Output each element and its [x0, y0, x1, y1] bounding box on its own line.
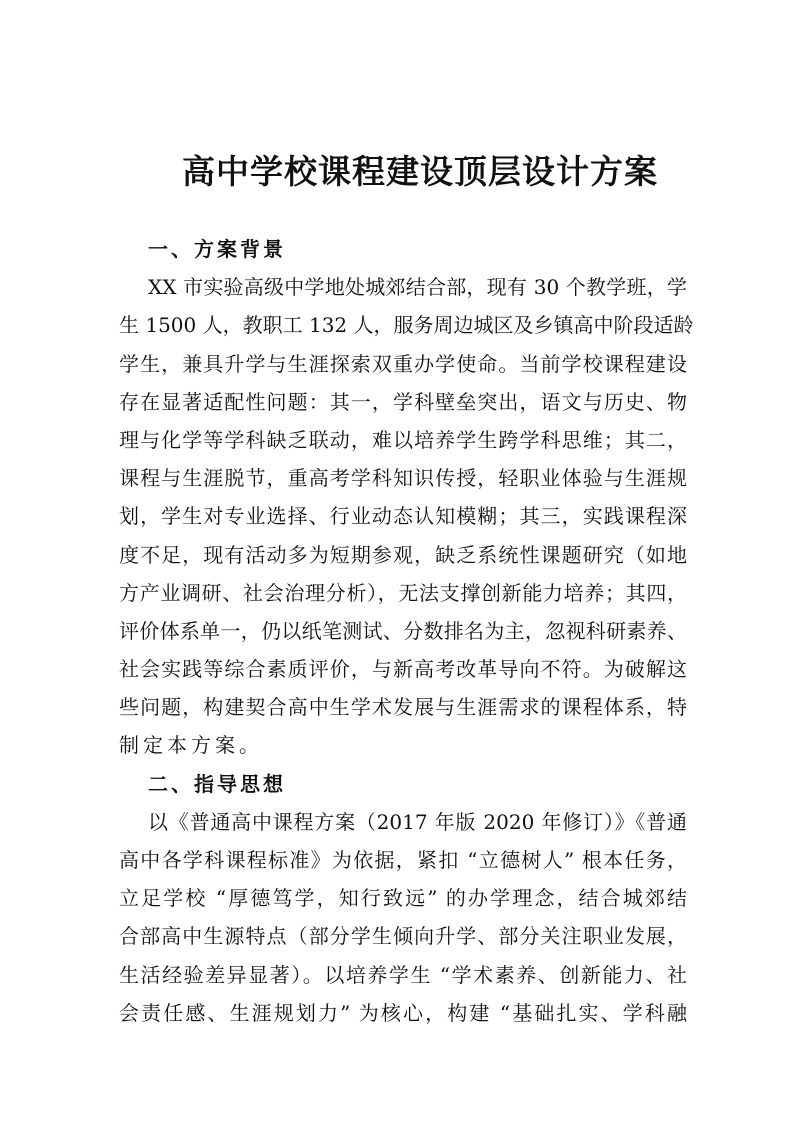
paragraph-line: XX 市实验高级中学地处城郊结合部，现有 30 个教学班，学	[148, 275, 687, 300]
paragraph-line: 方产业调研、社会治理分析），无法支撑创新能力培养；其四，	[119, 580, 687, 605]
paragraph-line: 生 1500 人，教职工 132 人，服务周边城区及乡镇高中阶段适龄	[119, 313, 694, 338]
paragraph-line: 社会实践等综合素质评价，与新高考改革导向不符。为破解这	[119, 657, 687, 682]
paragraph-line: 以《普通高中课程方案（2017 年版 2020 年修订）》《普通	[148, 809, 687, 834]
paragraph-line: 存在显著适配性问题：其一，学科壁垒突出，语文与历史、物	[119, 389, 687, 414]
paragraph-line: 立足学校 “厚德笃学，知行致远” 的办学理念，结合城郊结	[119, 886, 687, 911]
paragraph-line: 评价体系单一，仍以纸笔测试、分数排名为主，忽视科研素养、	[119, 618, 687, 643]
paragraph-line: 学生，兼具升学与生涯探索双重办学使命。当前学校课程建设	[119, 351, 687, 376]
paragraph-line: 会责任感、生涯规划力” 为核心，构建 “基础扎实、学科融	[119, 1000, 687, 1025]
paragraph-line: 划，学生对专业选择、行业动态认知模糊；其三，实践课程深	[119, 504, 687, 529]
section-heading: 一、方案背景	[148, 237, 286, 261]
document-body	[119, 230, 694, 1032]
paragraph-line: 理与化学等学科缺乏联动，难以培养学生跨学科思维；其二，	[119, 427, 687, 452]
paragraph-line: 度不足，现有活动多为短期参观，缺乏系统性课题研究（如地	[119, 542, 687, 567]
section-heading: 二、指导思想	[148, 771, 286, 796]
paragraph-line: 课程与生涯脱节，重高考学科知识传授，轻职业体验与生涯规	[119, 466, 687, 491]
paragraph-line: 高中各学科课程标准》为依据，紧扣 “立德树人” 根本任务，	[119, 848, 687, 872]
document-title: 高中学校课程建设顶层设计方案	[182, 152, 658, 191]
paragraph-line: 制定本方案。	[119, 733, 263, 758]
paragraph-line: 生活经验差异显著）。以培养学生 “学术素养、创新能力、社	[119, 962, 687, 987]
paragraph-line: 些问题，构建契合高中生学术发展与生涯需求的课程体系，特	[119, 695, 687, 720]
paragraph-line: 合部高中生源特点（部分学生倾向升学、部分关注职业发展，	[119, 924, 687, 949]
